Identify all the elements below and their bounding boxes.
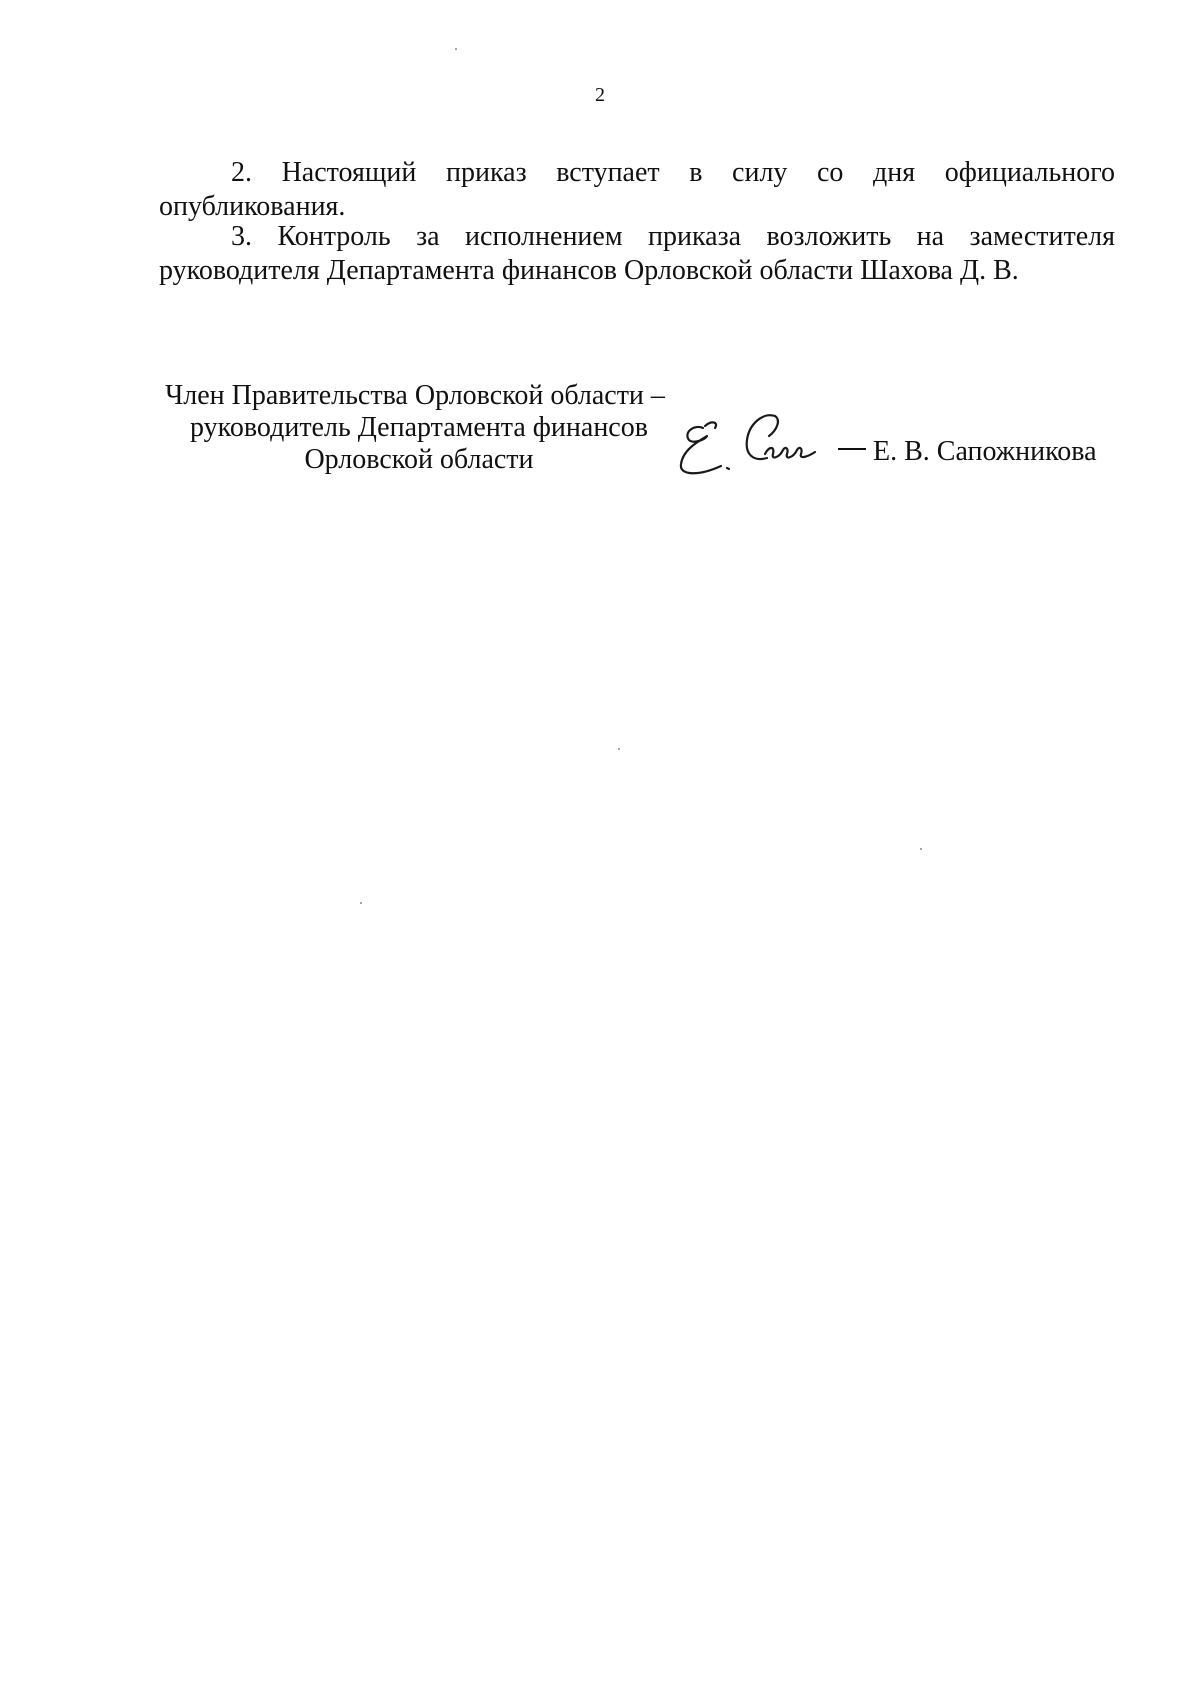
scan-speck (360, 902, 362, 904)
signatory-position (159, 380, 679, 476)
scan-speck (618, 748, 620, 750)
handwritten-signature-icon (675, 410, 835, 490)
page-number: 2 (595, 84, 605, 106)
position-line-2: руководитель Департамента финансов (190, 412, 648, 443)
paragraph-effective-date: 2. Настоящий приказ вступает в силу со дня официального опубликования. (159, 157, 1115, 222)
signature-dash (838, 448, 866, 450)
position-line-1: Член Правительства Орловской области – (165, 380, 665, 411)
paragraph-control: 3. Контроль за исполнением приказа возложить на заместителя руководителя Департамента финансов Орловской области Шахова Д. В. (159, 221, 1115, 286)
scan-speck (920, 848, 922, 850)
scan-speck (455, 48, 457, 50)
position-line-3: Орловской области (304, 444, 534, 475)
signer-name: Е. В. Сапожникова (873, 436, 1097, 467)
